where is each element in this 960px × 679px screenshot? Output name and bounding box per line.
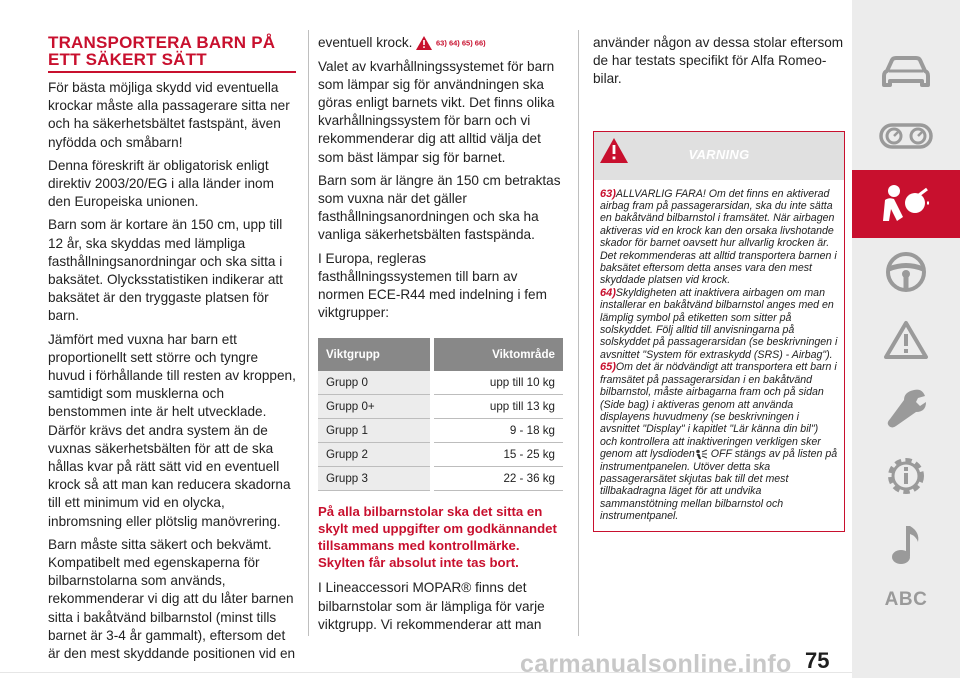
table-cell: Grupp 0 — [318, 371, 432, 395]
paragraph: I Lineaccessori MOPAR® finns det bilbarnstolar som är lämpliga för varje viktgrupp. Vi rekommenderar att man — [318, 580, 545, 632]
paragraph: Valet av kvarhållningssystemet för barn som lämpar sig för användningen ska göras enligt barnets vikt. Det finns olika kvarhållningssystem för barn och vi rekommenderar dig att alltid välja det som bäst lämpar sig för barnet. — [318, 58, 555, 165]
sidebar-item-index[interactable] — [852, 566, 960, 634]
warning-references[interactable]: 63) 64) 65) 66) — [436, 38, 486, 48]
index-label: ABC — [884, 589, 928, 610]
table-row — [318, 395, 563, 419]
column-divider — [578, 30, 579, 636]
paragraph: Barn måste sitta säkert och bekvämt. Kompatibelt med egenskaperna för bilbarnstolarna som används, rekommenderar vi dig att du låter barnen sitta i bakåtvänd bilbarnstol (minst tills barnet är 3-4 år gammalt), eftersom det är den mest skyddande positionen vid en — [48, 536, 296, 662]
column-3 — [593, 34, 845, 532]
paragraph: Barn som är kortare än 150 cm, upp till 12 år, ska skyddas med lämpliga fasthållningsanordningar och ska sitta i baksätet. Olycksstatistiken indikerar att baksätet är den tryggaste platsen för barn. — [48, 217, 283, 324]
wrench-icon — [884, 386, 928, 430]
chapter-sidebar — [852, 0, 960, 678]
warning-item — [600, 287, 838, 361]
warning-box — [593, 131, 845, 532]
warning-body — [594, 180, 844, 531]
warning-triangle-icon — [883, 320, 929, 360]
warning-item — [600, 188, 838, 287]
sidebar-item-warnings[interactable] — [852, 306, 960, 374]
paragraph: Denna föreskrift är obligatorisk enligt direktiv 2003/20/EG i alla länder inom den Europeiska unionen. — [48, 157, 274, 210]
table-cell: Grupp 0+ — [318, 395, 432, 419]
airbag-off-icon — [695, 449, 708, 460]
table-cell: 9 - 18 kg — [432, 419, 563, 443]
sidebar-item-instruments[interactable] — [852, 102, 960, 170]
table-header-row — [318, 338, 563, 371]
title-underline — [48, 71, 296, 73]
sidebar-item-emergency[interactable] — [852, 374, 960, 442]
sidebar-item-start-driving[interactable] — [852, 238, 960, 306]
column-divider — [308, 30, 309, 636]
column-1 — [48, 34, 298, 668]
table-row — [318, 443, 563, 467]
gear-info-icon — [883, 453, 929, 499]
table-cell: upp till 10 kg — [432, 371, 563, 395]
page-number: 75 — [805, 648, 830, 673]
sidebar-item-car[interactable] — [852, 38, 960, 106]
watermark: carmanualsonline.info — [520, 650, 792, 678]
paragraph — [318, 34, 563, 53]
table-cell: Grupp 3 — [318, 467, 432, 491]
paragraph: I Europa, regleras fasthållningssystemen till barn av normen ECE-R44 med indelning i fem viktgrupper: — [318, 250, 547, 321]
warning-number: 65) — [600, 361, 616, 374]
table-cell: Grupp 2 — [318, 443, 432, 467]
warning-item — [600, 361, 838, 522]
sidebar-item-safety[interactable] — [852, 170, 960, 238]
airbag-person-icon — [881, 183, 931, 225]
intro-text: eventuell krock. — [318, 35, 413, 50]
warning-text: OFF stängs av på listen på instrumentpanelen. Utöver detta ska passagerarsätet skjutas bak till det mest tillbakadragna läget för att undvika sammanstötning mellan bilbarnstol och instrumentpanel. — [600, 448, 838, 523]
paragraph: Barn som är längre än 150 cm betraktas som vuxna när det gäller fasthållningsanordningen och ska ha vanliga säkerhetsbälten fastspända. — [318, 172, 561, 243]
section-title: TRANSPORTERA BARN PÅ ETT SÄKERT SÄTT — [48, 33, 276, 69]
weight-group-table — [318, 338, 563, 491]
paragraph: För bästa möjliga skydd vid eventuella krockar måste alla passagerare sitta ner och ha säkerhetsbältet fastspänt, även nyfödda och småbarn! — [48, 80, 290, 150]
table-cell: 15 - 25 kg — [432, 443, 563, 467]
warning-label: VARNING — [688, 146, 750, 162]
sidebar-item-service[interactable] — [852, 442, 960, 510]
table-header: Viktgrupp — [318, 338, 432, 371]
table-cell: 22 - 36 kg — [432, 467, 563, 491]
steering-wheel-icon — [884, 250, 928, 294]
table-cell: Grupp 1 — [318, 419, 432, 443]
column-2 — [318, 34, 563, 639]
paragraph: Jämfört med vuxna har barn ett proportionellt sett större och tyngre huvud i förhållande till resten av kroppen, samtidigt som musklerna och benstommen inte är helt utvecklade. Därför krävs det andra system än de vuxnas säkerhetsbälten för att de ska hållas kvar på rätt sätt vid en eventuell krock så att man kan reducera skadorna till ett minimum vid en olycka, inbromsning eller plötslig manövrering. — [48, 331, 296, 529]
warning-text: Skyldigheten att inaktivera airbagen om man installerar en bakåtvänd bilbarnstol anges med en lämplig symbol på etiketten som sitter på solskyddet. Följ alltid till anvisningarna på solskyddet på passagerarsidan (se beskrivningen i avsnittet "System för extraskydd (SRS) - Airbag"). — [600, 286, 838, 361]
warning-text: ALLVARLIG FARA! Om det finns en aktiverad airbag fram på passagerarsidan, ska du inte sätta en bakåtvänd bilbarnstol i framsätet. När airbagen aktiveras vid en krock kan den orsaka livshotande skador för barnet oavsett hur allvarlig krocken är. Det rekommenderas att alltid transportera barnen i baksätet eftersom detta anses vara den mest skyddade platsen vid krock. — [600, 187, 837, 287]
table-cell: upp till 13 kg — [432, 395, 563, 419]
warning-number: 63) — [600, 187, 616, 200]
warning-header — [594, 132, 844, 180]
paragraph: använder någon av dessa stolar eftersom de har testats specifikt för Alfa Romeo-bilar. — [593, 35, 844, 87]
music-note-icon — [888, 522, 924, 566]
table-row — [318, 371, 563, 395]
gauges-icon — [879, 121, 933, 151]
table-row — [318, 467, 563, 491]
approval-label-note: På alla bilbarnstolar ska det sitta en skylt med uppgifter om godkännandet tillsammans med kontrollmärke. Skylten får absolut inte tas bort. — [318, 504, 557, 571]
car-icon — [881, 55, 931, 89]
table-row — [318, 419, 563, 443]
warning-text: Om det är nödvändigt att transportera ett barn i framsätet på passagerarsidan i en bakåtvänd bilbarnstol, måste airbagarna fram och på sidan (Side bag) i aktiveras genom att använda displayens huvudmeny (se beskrivningen i avsnittet "Display" i kapitlet "Lär känna din bil") och kontrollera att inaktiveringen verkligen sker genom att lysdioden — [600, 361, 837, 461]
warning-number: 64) — [600, 286, 616, 299]
table-header: Viktområde — [432, 338, 563, 371]
warning-triangle-icon — [416, 36, 432, 50]
